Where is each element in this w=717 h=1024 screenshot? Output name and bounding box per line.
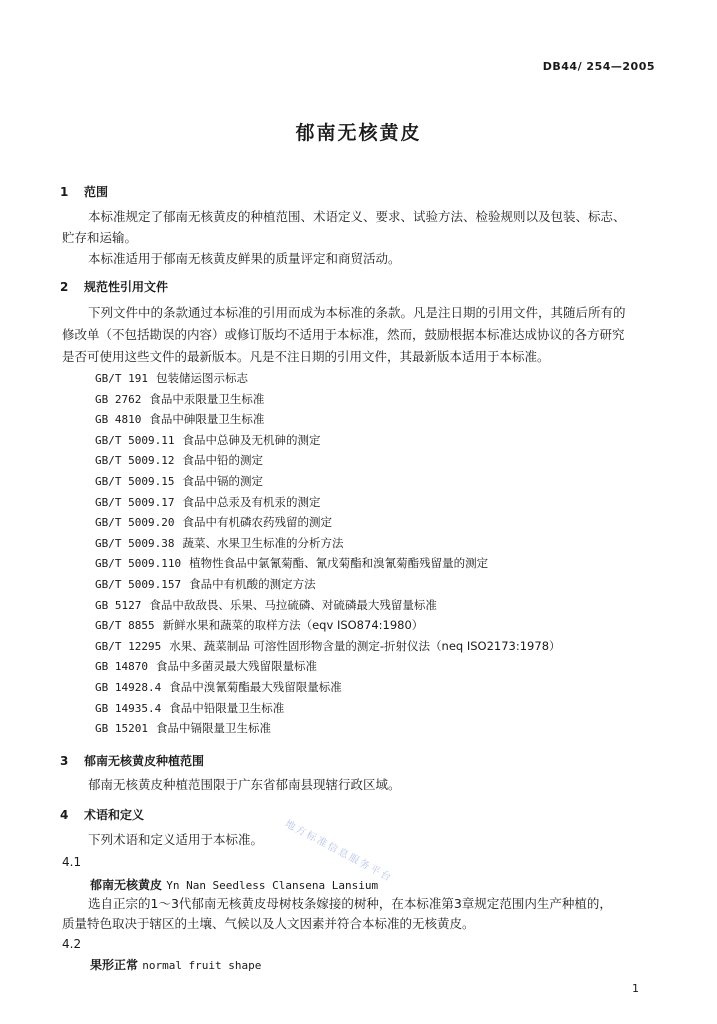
- reference-title: 食品中镉的测定: [182, 474, 263, 488]
- term-en: normal fruit shape: [142, 959, 262, 972]
- standard-code: DB44/ 254—2005: [542, 60, 655, 73]
- document-title: 郁南无核黄皮: [295, 122, 422, 144]
- reference-title: 食品中多菌灵最大残留限量标准: [155, 659, 317, 674]
- reference-item: [95, 555, 488, 572]
- reference-code: GB 2762: [95, 392, 142, 406]
- section-3-heading: [60, 752, 204, 769]
- reference-item: [95, 720, 271, 737]
- reference-item: [95, 700, 284, 717]
- terms-intro: 下列术语和定义适用于本标准。: [88, 832, 264, 847]
- section-number: 2: [60, 280, 69, 294]
- reference-item: [95, 370, 248, 387]
- reference-title: 水果、蔬菜制品 可溶性固形物含量的测定-折射仪法（neq ISO2173:1978）: [169, 638, 561, 653]
- reference-item: [95, 535, 343, 552]
- reference-title: 食品中砷限量卫生标准: [149, 412, 265, 427]
- range-para: 郁南无核黄皮种植范围限于广东省郁南县现辖行政区域。: [88, 777, 401, 792]
- reference-code: GB/T 191: [95, 372, 148, 385]
- reference-item: [95, 638, 561, 655]
- term-zh: 郁南无核黄皮: [90, 878, 163, 892]
- section-2-heading: [60, 278, 168, 295]
- reference-item: [95, 411, 264, 428]
- term-zh: 果形正常: [90, 958, 139, 972]
- term-4-2: [90, 956, 261, 973]
- section-number: 1: [60, 185, 69, 199]
- reference-code: GB/T 5009.157: [95, 578, 182, 591]
- reference-code: GB/T 8855: [95, 619, 155, 633]
- reference-code: GB 4810: [95, 413, 142, 427]
- reference-code: GB/T 5009.11: [95, 433, 175, 447]
- reference-title: 食品中汞限量卫生标准: [149, 391, 265, 406]
- section-number: 3: [60, 754, 69, 768]
- reference-title: 食品中敌敌畏、乐果、马拉硫磷、对硫磷最大残留量标准: [149, 597, 437, 612]
- reference-code: GB/T 12295: [95, 639, 162, 653]
- reference-code: GB 14928.4: [95, 681, 162, 694]
- watermark: 地方标准信息服务平台: [282, 818, 395, 885]
- reference-item: [95, 597, 437, 614]
- section-title: 规范性引用文件: [84, 280, 169, 294]
- term-4-1-def-line2: 质量特色取决于辖区的土壤、气候以及人文因素并符合本标准的无核黄皮。: [62, 916, 475, 931]
- term-4-1-def-line1: 选自正宗的1～3代郁南无核黄皮母树枝条嫁接的树种，在本标准第3章规定范围内生产种植的，: [88, 896, 612, 911]
- normative-intro-line2: 修改单（不包括勘误的内容）或修订版均不适用于本标准，然而，鼓励根据本标准达成协议的各方研究: [62, 327, 625, 342]
- reference-title: 食品中铅限量卫生标准: [169, 700, 285, 715]
- reference-code: GB/T 5009.12: [95, 454, 175, 468]
- reference-code: GB/T 5009.15: [95, 475, 175, 488]
- reference-item: [95, 494, 320, 511]
- reference-title: 包装储运图示标志: [155, 371, 248, 385]
- reference-code: GB 14935.4: [95, 701, 162, 715]
- term-4-1-number: 4.1: [62, 855, 82, 869]
- reference-title: 食品中有机酸的测定方法: [189, 577, 316, 591]
- reference-title: 食品中镉限量卫生标准: [155, 721, 271, 736]
- term-4-2-number: 4.2: [62, 937, 82, 951]
- reference-code: GB/T 5009.20: [95, 516, 175, 530]
- reference-item: [95, 617, 423, 634]
- term-en: Yn Nan Seedless Clansena Lansium: [166, 879, 379, 892]
- section-title: 术语和定义: [84, 808, 145, 822]
- scope-para1-line2: 贮存和运输。: [62, 230, 138, 245]
- scope-para1-line1: 本标准规定了郁南无核黄皮的种植范围、术语定义、要求、试验方法、检验规则以及包装、标志、: [88, 209, 626, 224]
- reference-title: 新鲜水果和蔬菜的取样方法（eqv ISO874:1980）: [162, 618, 424, 633]
- reference-code: GB 5127: [95, 598, 142, 612]
- section-4-heading: [60, 806, 144, 823]
- reference-item: [95, 514, 332, 531]
- reference-title: 食品中有机磷农药残留的测定: [182, 515, 332, 530]
- reference-item: [95, 576, 316, 593]
- reference-title: 食品中总砷及无机砷的测定: [182, 432, 321, 447]
- term-4-1: [90, 876, 378, 893]
- section-title: 范围: [84, 185, 109, 199]
- reference-title: 食品中铅的测定: [182, 453, 263, 468]
- reference-item: [95, 679, 342, 696]
- normative-intro-line1: 下列文件中的条款通过本标准的引用而成为本标准的条款。凡是注日期的引用文件，其随后所有的: [88, 305, 626, 320]
- reference-code: GB 14870: [95, 660, 148, 674]
- reference-item: [95, 432, 320, 449]
- reference-code: GB/T 5009.17: [95, 495, 175, 509]
- scope-para2: 本标准适用于郁南无核黄皮鲜果的质量评定和商贸活动。: [88, 251, 401, 266]
- reference-item: [95, 658, 317, 675]
- section-number: 4: [60, 808, 69, 822]
- normative-intro-line3: 是否可使用这些文件的最新版本。凡是不注日期的引用文件，其最新版本适用于本标准。: [62, 349, 550, 364]
- reference-code: GB 15201: [95, 722, 148, 736]
- reference-title: 食品中总汞及有机汞的测定: [182, 494, 321, 509]
- reference-code: GB/T 5009.38: [95, 536, 175, 550]
- page-number: 1: [632, 982, 639, 995]
- reference-title: 食品中溴氰菊酯最大残留限量标准: [169, 680, 342, 694]
- reference-item: [95, 452, 263, 469]
- section-1-heading: [60, 183, 108, 200]
- reference-title: 蔬菜、水果卫生标准的分析方法: [182, 535, 344, 550]
- reference-item: [95, 391, 264, 408]
- reference-item: [95, 473, 263, 490]
- reference-title: 植物性食品中氯氰菊酯、氰戊菊酯和溴氰菊酯残留量的测定: [189, 556, 489, 571]
- section-title: 郁南无核黄皮种植范围: [84, 754, 205, 768]
- reference-code: GB/T 5009.110: [95, 557, 182, 571]
